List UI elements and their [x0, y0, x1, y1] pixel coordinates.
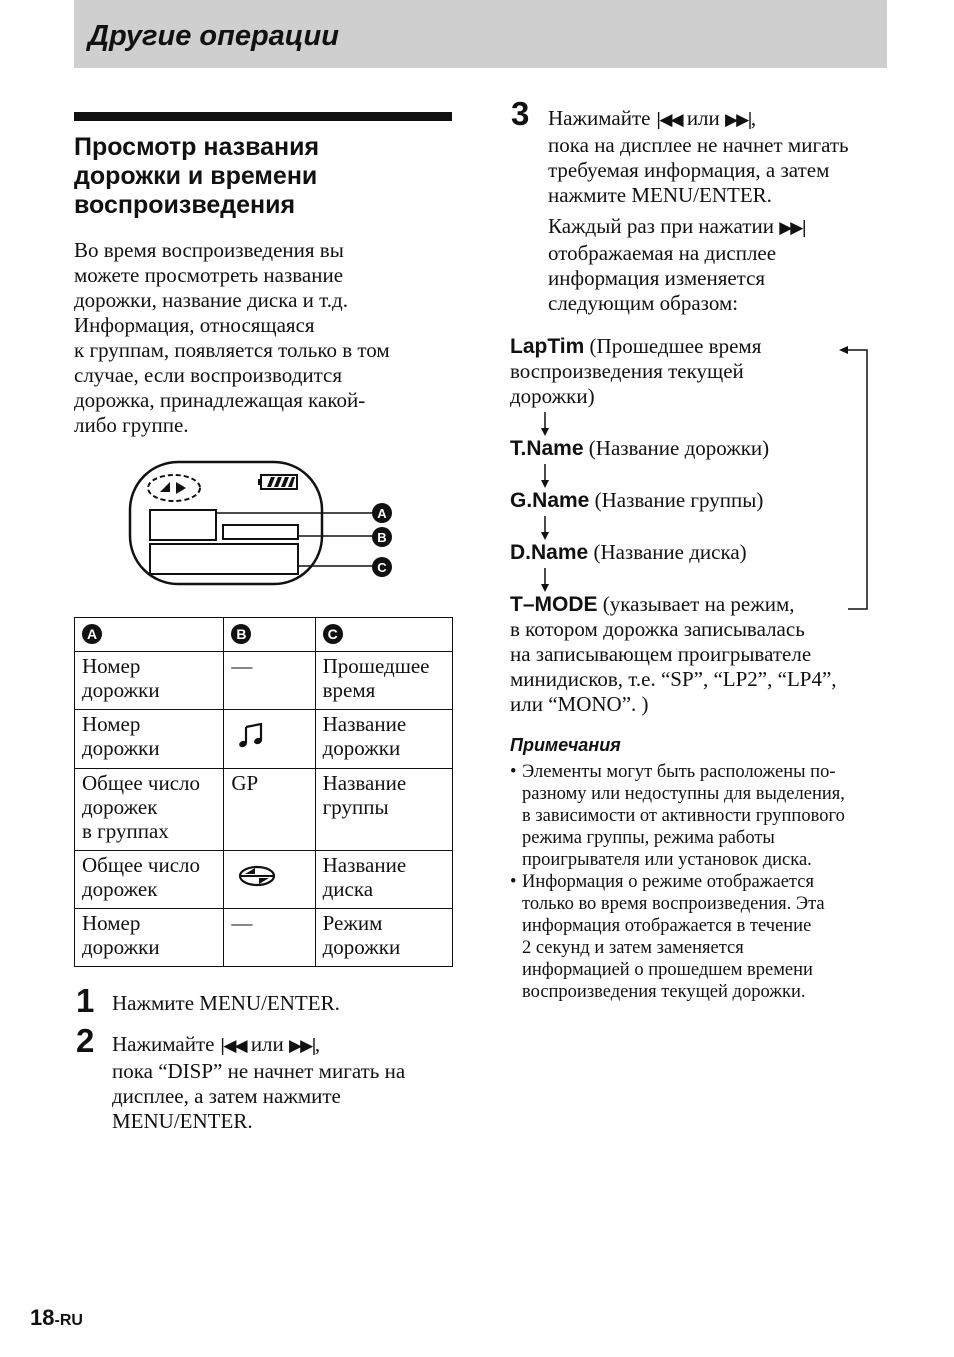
arrow-down-icon: [541, 568, 549, 592]
section-title-line: Просмотр названия: [74, 133, 320, 161]
step-3-sub-line: следующим образом:: [548, 291, 739, 315]
intro-line: Во время воспроизведения вы: [74, 238, 344, 262]
cycle-desc: в котором дорожка записывалась: [510, 617, 805, 641]
intro-line: к группам, появляется только в том: [74, 338, 390, 362]
cell-line: в группах: [82, 819, 169, 843]
section-title-line: воспроизведения: [74, 191, 296, 219]
cycle-desc: (Прошедшее время: [584, 334, 762, 358]
step-3-sub-line: [548, 214, 888, 241]
prev-track-icon: |◀◀: [655, 110, 682, 130]
cycle-desc: на записывающем проигрывателе: [510, 642, 812, 666]
callout-c: C: [377, 560, 387, 575]
step-3-line: нажмите MENU/ENTER.: [548, 183, 772, 207]
cell-line: дорожки: [82, 678, 160, 702]
table-header-a: A: [82, 624, 102, 644]
cell-line: диска: [322, 877, 374, 901]
cell-line: Общее число: [82, 853, 201, 877]
step-3-text-a: Нажимайте: [548, 106, 651, 130]
table-row: [75, 769, 453, 851]
cycle-desc: (указывает на режим,: [597, 592, 795, 616]
cycle-desc: (Название диска): [588, 540, 747, 564]
return-arrow-icon: [839, 346, 867, 609]
cell-line: Название: [322, 771, 407, 795]
step-2-line: [112, 1032, 452, 1059]
cell-line: —: [231, 654, 253, 678]
step-3-line: пока на дисплее не начнет мигать: [548, 133, 849, 157]
note-item: [510, 871, 890, 1003]
page-number: [30, 1305, 83, 1331]
intro-line: можете просмотреть название: [74, 263, 344, 287]
note-line: Информация о режиме отображается: [522, 872, 814, 892]
step-2-line: пока “DISP” не начнет мигать на: [112, 1059, 406, 1083]
table-header-b: B: [231, 624, 251, 644]
step-2-line: MENU/ENTER.: [112, 1109, 253, 1133]
prev-track-icon: |◀◀: [219, 1036, 246, 1056]
cell-line: Номер: [82, 911, 141, 935]
page-title: Другие операции: [88, 20, 339, 52]
arrow-down-icon: [541, 464, 549, 488]
header-band: [74, 0, 887, 68]
info-table: [74, 617, 453, 967]
left-column: [74, 112, 452, 438]
note-line: информация отображается в течение: [522, 916, 812, 936]
table-row: [75, 851, 453, 909]
section-rule: [74, 112, 452, 121]
note-line: только во время воспроизведения. Эта: [522, 894, 825, 914]
step-2-number: 2: [76, 1022, 95, 1059]
step-1-number: 1: [76, 982, 95, 1019]
cell-line: GP: [231, 771, 259, 795]
display-area-c: [150, 544, 298, 574]
table-header-row: [75, 618, 453, 652]
callout-b: B: [377, 530, 387, 545]
cell-line: время: [322, 678, 376, 702]
display-area-b: [223, 525, 298, 539]
note-line: в зависимости от активности группового: [522, 806, 845, 826]
cell-line: группы: [322, 795, 389, 819]
table-row: [75, 652, 453, 710]
intro-line: Информация, относящаяся: [74, 313, 315, 337]
battery-icon: [258, 475, 297, 489]
step-3-number: 3: [511, 95, 530, 132]
note-line: 2 секунд и затем заменяется: [522, 938, 744, 958]
step-3-text-c: ,: [750, 106, 757, 130]
disc-icon: [237, 865, 277, 887]
page-number-suffix: -RU: [54, 1312, 83, 1329]
cycle-label-dname: D.Name: [510, 541, 589, 564]
bullet-icon: •: [510, 762, 517, 782]
step-3-sub-line: информация изменяется: [548, 266, 766, 290]
cell-line: Общее число: [82, 771, 201, 795]
step-2-line: дисплее, а затем нажмите: [112, 1084, 341, 1108]
note-line: режима группы, режима работы: [522, 828, 775, 848]
next-track-icon: ▶▶|: [779, 218, 806, 238]
note-item: [510, 761, 890, 871]
cell-line: Прошедшее: [322, 654, 430, 678]
intro-line: дорожка, принадлежащая какой-: [74, 388, 366, 412]
cycle-desc: минидисков, т.е. “SP”, “LP2”, “LP4”,: [510, 667, 837, 691]
cell-line: дорожек: [82, 877, 158, 901]
step-2-text-c: ,: [314, 1032, 321, 1056]
section-title: [74, 133, 452, 220]
step-3-text-b: или: [686, 106, 720, 130]
table-row: [75, 909, 453, 967]
note-line: разному или недоступны для выделения,: [522, 784, 845, 804]
intro-paragraph: [74, 238, 452, 438]
cell-line: дорожки: [82, 935, 160, 959]
bullet-icon: •: [510, 872, 517, 892]
cell-line: Режим: [322, 911, 383, 935]
step-3-line: [548, 106, 888, 133]
callout-a: A: [377, 506, 387, 521]
disc-indicator-icon: [148, 475, 200, 501]
step-1-text: Нажмите MENU/ENTER.: [112, 991, 340, 1015]
cycle-label-gname: G.Name: [510, 489, 590, 512]
cycle-desc: (Название дорожки): [583, 436, 770, 460]
note-line: Элементы могут быть расположены по-: [522, 762, 836, 782]
intro-line: случае, если воспроизводится: [74, 363, 343, 387]
page-number-value: 18: [30, 1305, 55, 1330]
table-row: [75, 710, 453, 769]
next-track-icon: ▶▶|: [289, 1036, 315, 1056]
music-note-icon: [237, 723, 265, 749]
arrow-down-icon: [541, 516, 549, 540]
step-3-line: требуемая информация, а затем: [548, 158, 830, 182]
note-line: воспроизведения текущей дорожки.: [522, 982, 806, 1002]
step-3-sub-text: Каждый раз при нажатии: [548, 214, 774, 238]
cycle-desc: (Название группы): [589, 488, 764, 512]
cell-line: Название: [322, 712, 407, 736]
table-header-c: C: [323, 624, 343, 644]
cell-line: дорожек: [82, 795, 158, 819]
cell-line: —: [231, 911, 253, 935]
cycle-label-laptim: LapTim: [510, 335, 585, 358]
step-2-text-a: Нажимайте: [112, 1032, 215, 1056]
step-2-text: [112, 1032, 452, 1134]
cell-line: Номер: [82, 654, 141, 678]
arrow-down-icon: [541, 412, 549, 436]
cell-line: дорожки: [322, 935, 401, 959]
display-illustration: [128, 460, 398, 588]
cycle-label-tmode: T–MODE: [510, 593, 598, 616]
intro-line: либо группе.: [74, 413, 189, 437]
cell-line: дорожки: [82, 736, 160, 760]
notes-title: Примечания: [510, 735, 621, 755]
cycle-desc: или “MONO”. ): [510, 692, 649, 716]
intro-line: дорожки, название диска и т.д.: [74, 288, 348, 312]
cycle-desc: воспроизведения текущей: [510, 359, 744, 383]
cell-line: дорожки: [322, 736, 401, 760]
section-title-line: дорожки и времени: [74, 162, 318, 190]
step-3-sub-line: отображаемая на дисплее: [548, 241, 777, 265]
cell-line: Название: [322, 853, 407, 877]
note-line: проигрывателя или установок диска.: [522, 850, 812, 870]
next-track-icon: ▶▶|: [725, 110, 751, 130]
cycle-label-tname: T.Name: [510, 437, 584, 460]
notes-list: [510, 761, 890, 1003]
note-line: информацией о прошедшем времени: [522, 960, 813, 980]
step-3-text: [548, 106, 888, 316]
cycle-desc: дорожки): [510, 384, 595, 408]
display-area-a: [150, 510, 216, 540]
cycle-arrows: [530, 340, 875, 620]
step-2-text-b: или: [250, 1032, 284, 1056]
cell-line: Номер: [82, 712, 141, 736]
